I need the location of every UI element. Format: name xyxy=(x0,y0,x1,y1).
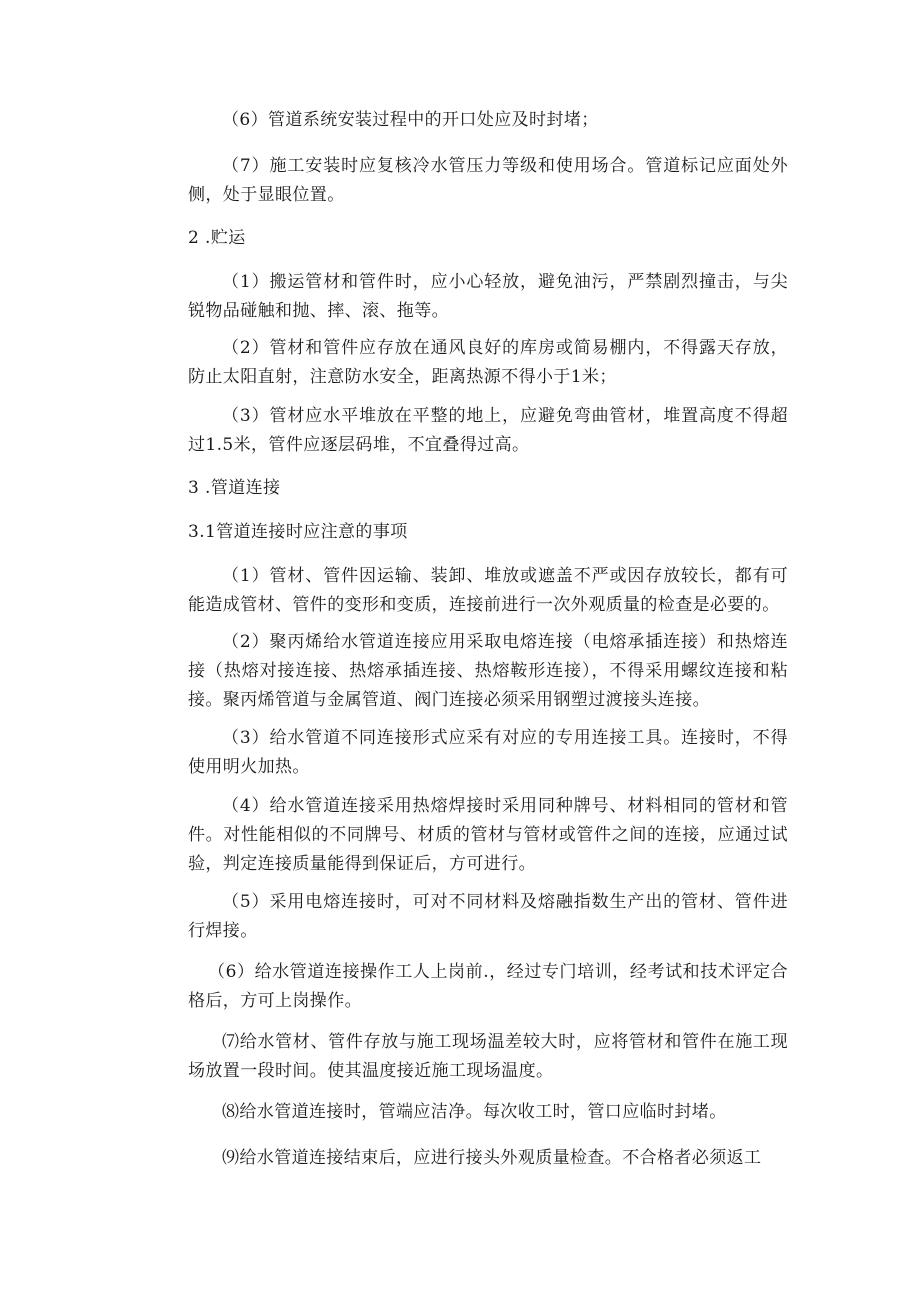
paragraph-handling: （1）搬运管材和管件时，应小心轻放，避免油污，严禁剧烈撞击，与尖锐物品碰触和抛、摔、滚、拖等。 xyxy=(188,272,788,321)
paragraph-electrofusion: （5）采用电熔连接时，可对不同材料及熔融指数生产出的管材、管件进行焊接。 xyxy=(188,892,788,941)
paragraph-inspection: （1）管材、管件因运输、装卸、堆放或遮盖不严或因存放较长，都有可能造成管材、管件的变形和变质，连接前进行一次外观质量的检查是必要的。 xyxy=(188,566,788,615)
paragraph-temperature: ⑺给水管材、管件存放与施工现场温差较大时，应将管材和管件在施工现场放置一段时间。使其温度接近施工现场温度。 xyxy=(188,1032,788,1081)
paragraph-check-pressure: （7）施工安装时应复核冷水管压力等级和使用场合。管道标记应面处外侧，处于显眼位置。 xyxy=(188,156,788,205)
subsection-heading-notes: 3.1管道连接时应注意的事项 xyxy=(188,522,408,542)
paragraph-open-sealing: （6）管道系统安装过程中的开口处应及时封堵； xyxy=(222,110,599,130)
paragraph-check: ⑼给水管道连接结束后，应进行接头外观质量检查。不合格者必须返工 xyxy=(222,1148,762,1168)
paragraph-training: （6）给水管道连接操作工人上岗前.，经过专门培训，经考试和技术评定合格后，方可上岗操作。 xyxy=(188,962,788,1011)
paragraph-clean: ⑻给水管道连接时，管端应洁净。每次收工时，管口应临时封堵。 xyxy=(222,1102,727,1122)
paragraph-storage-place: （2）管材和管件应存放在通风良好的库房或简易棚内，不得露天存放，防止太阳直射，注意防水安全，距离热源不得小于1米； xyxy=(188,338,788,387)
paragraph-methods: （2）聚丙烯给水管道连接应用采取电熔连接（电熔承插连接）和热熔连接（热熔对接连接、热熔承插连接、热熔鞍形连接），不得采用螺纹连接和粘接。聚丙烯管道与金属管道、阀门连接必须采用钢塑过渡接头连接。 xyxy=(188,632,788,710)
section-heading-connection: 3 .管道连接 xyxy=(188,478,281,498)
paragraph-tools: （3）给水管道不同连接形式应采有对应的专用连接工具。连接时，不得使用明火加热。 xyxy=(188,728,788,777)
section-heading-storage: 2 .贮运 xyxy=(188,228,246,248)
paragraph-hot-melt: （4）给水管道连接采用热熔焊接时采用同种牌号、材料相同的管材和管件。对性能相似的不同牌号、材质的管材与管材或管件之间的连接，应通过试验，判定连接质量能得到保证后，方可进行。 xyxy=(188,796,788,874)
paragraph-stacking: （3）管材应水平堆放在平整的地上，应避免弯曲管材，堆置高度不得超过1.5米，管件应逐层码堆，不宜叠得过高。 xyxy=(188,406,788,455)
